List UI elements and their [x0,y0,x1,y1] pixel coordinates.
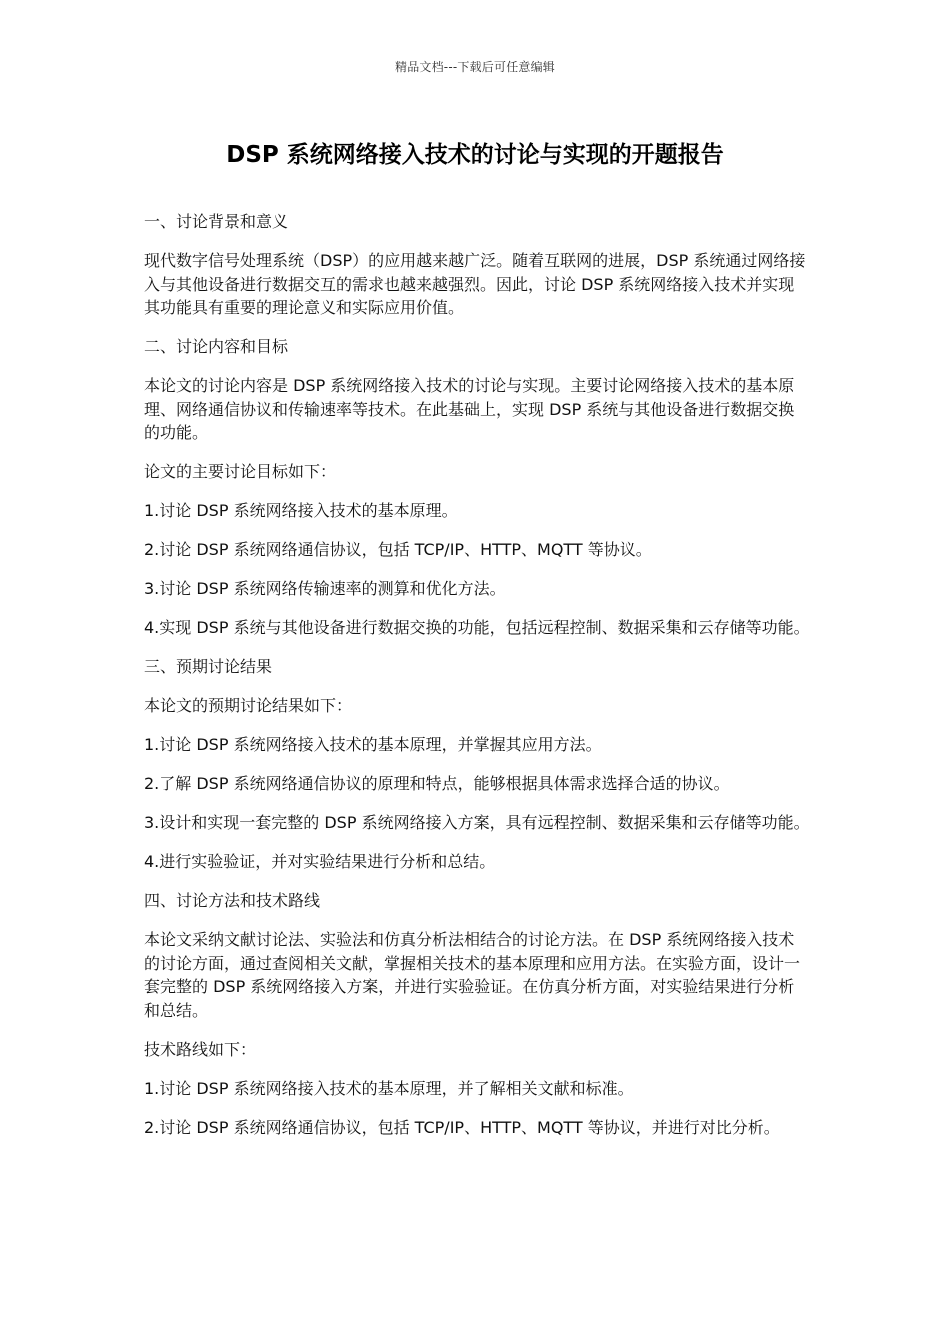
section-heading-expected-results: 三、预期讨论结果 [144,657,273,676]
section-heading-content-goals: 二、讨论内容和目标 [144,337,289,356]
document-title: DSP 系统网络接入技术的讨论与实现的开题报告 [226,142,724,168]
document-body [144,210,810,1155]
section-heading-methods: 四、讨论方法和技术路线 [144,891,321,910]
list-item-result-4: 4.进行实验验证，并对实验结果进行分析和总结。 [144,852,496,871]
list-item-goal-1: 1.讨论 DSP 系统网络接入技术的基本原理。 [144,501,458,520]
list-item-result-2: 2.了解 DSP 系统网络通信协议的原理和特点，能够根据具体需求选择合适的协议。 [144,774,730,793]
paragraph-background: 现代数字信号处理系统（DSP）的应用越来越广泛。随着互联网的进展，DSP 系统通过网络接入与其他设备进行数据交互的需求也越来越强烈。因此，讨论 DSP 系统网络接入技术并实现其功能具有重要的理论意义和实际应用价值。 [144,251,806,317]
paragraph-goals-intro: 论文的主要讨论目标如下： [144,462,337,481]
page-header: 精品文档---下载后可任意编辑 [395,60,555,74]
list-item-roadmap-2: 2.讨论 DSP 系统网络通信协议，包括 TCP/IP、HTTP、MQTT 等协议，并进行对比分析。 [144,1117,780,1137]
paragraph-results-intro: 本论文的预期讨论结果如下： [144,696,353,715]
list-item-goal-3: 3.讨论 DSP 系统网络传输速率的测算和优化方法。 [144,579,506,598]
list-item-result-3: 3.设计和实现一套完整的 DSP 系统网络接入方案，具有远程控制、数据采集和云存储等功能。 [144,813,810,832]
list-item-roadmap-1: 1.讨论 DSP 系统网络接入技术的基本原理，并了解相关文献和标准。 [144,1078,634,1098]
paragraph-content: 本论文的讨论内容是 DSP 系统网络接入技术的讨论与实现。主要讨论网络接入技术的基本原理、网络通信协议和传输速率等技术。在此基础上，实现 DSP 系统与其他设备进行数据交换的功能。 [144,376,795,442]
list-item-goal-2: 2.讨论 DSP 系统网络通信协议，包括 TCP/IP、HTTP、MQTT 等协议。 [144,540,652,559]
paragraph-roadmap-intro: 技术路线如下： [144,1039,257,1059]
section-heading-background: 一、讨论背景和意义 [144,212,289,231]
list-item-goal-4: 4.实现 DSP 系统与其他设备进行数据交换的功能，包括远程控制、数据采集和云存储等功能。 [144,618,810,637]
list-item-result-1: 1.讨论 DSP 系统网络接入技术的基本原理，并掌握其应用方法。 [144,735,602,754]
paragraph-methods: 本论文采纳文献讨论法、实验法和仿真分析法相结合的讨论方法。在 DSP 系统网络接入技术的讨论方面，通过查阅相关文献，掌握相关技术的基本原理和应用方法。在实验方面，设计一套完整的 DSP 系统网络接入方案，并进行实验验证。在仿真分析方面，对实验结果进行分析和总结。 [144,930,801,1020]
